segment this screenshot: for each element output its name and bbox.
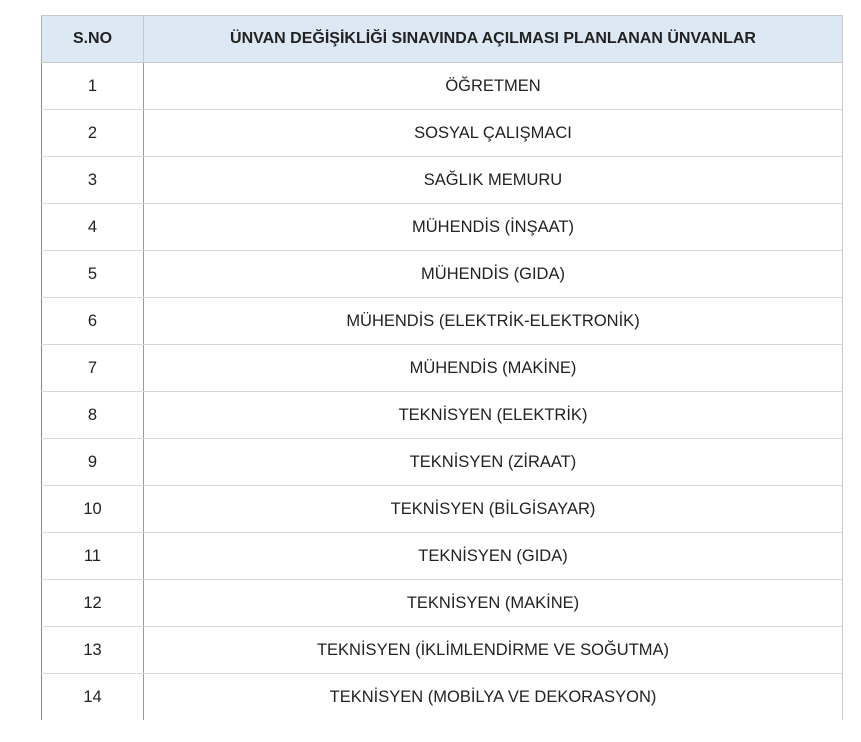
row-title: MÜHENDİS (MAKİNE): [144, 345, 843, 392]
table-row: [42, 392, 843, 439]
row-title: MÜHENDİS (GIDA): [144, 251, 843, 298]
table-row: [42, 674, 843, 721]
row-title: TEKNİSYEN (İKLİMLENDİRME VE SOĞUTMA): [144, 627, 843, 674]
row-sno: 12: [42, 580, 144, 627]
row-sno: 1: [42, 63, 144, 110]
table-header-row: [42, 16, 843, 63]
table-row: [42, 110, 843, 157]
row-sno: 8: [42, 392, 144, 439]
row-title: SAĞLIK MEMURU: [144, 157, 843, 204]
row-sno: 6: [42, 298, 144, 345]
row-sno: 5: [42, 251, 144, 298]
row-sno: 9: [42, 439, 144, 486]
row-title: TEKNİSYEN (GIDA): [144, 533, 843, 580]
table-row: [42, 345, 843, 392]
row-title: MÜHENDİS (ELEKTRİK-ELEKTRONİK): [144, 298, 843, 345]
table-row: [42, 251, 843, 298]
row-sno: 11: [42, 533, 144, 580]
header-sno: S.NO: [42, 16, 144, 63]
row-title: ÖĞRETMEN: [144, 63, 843, 110]
row-title: TEKNİSYEN (BİLGİSAYAR): [144, 486, 843, 533]
row-sno: 7: [42, 345, 144, 392]
row-title: MÜHENDİS (İNŞAAT): [144, 204, 843, 251]
row-sno: 4: [42, 204, 144, 251]
table-row: [42, 533, 843, 580]
row-sno: 14: [42, 674, 144, 721]
table-row: [42, 439, 843, 486]
table-row: [42, 63, 843, 110]
table-row: [42, 204, 843, 251]
row-title: TEKNİSYEN (ZİRAAT): [144, 439, 843, 486]
row-title: TEKNİSYEN (MOBİLYA VE DEKORASYON): [144, 674, 843, 721]
titles-table: [41, 15, 843, 720]
row-title: TEKNİSYEN (ELEKTRİK): [144, 392, 843, 439]
table-row: [42, 627, 843, 674]
header-title: ÜNVAN DEĞİŞİKLİĞİ SINAVINDA AÇILMASI PLANLANAN ÜNVANLAR: [144, 16, 843, 63]
row-title: TEKNİSYEN (MAKİNE): [144, 580, 843, 627]
table-row: [42, 580, 843, 627]
titles-table-container: [41, 15, 842, 720]
table-row: [42, 157, 843, 204]
table-row: [42, 298, 843, 345]
table-row: [42, 486, 843, 533]
row-sno: 2: [42, 110, 144, 157]
row-sno: 13: [42, 627, 144, 674]
row-title: SOSYAL ÇALIŞMACI: [144, 110, 843, 157]
row-sno: 10: [42, 486, 144, 533]
row-sno: 3: [42, 157, 144, 204]
